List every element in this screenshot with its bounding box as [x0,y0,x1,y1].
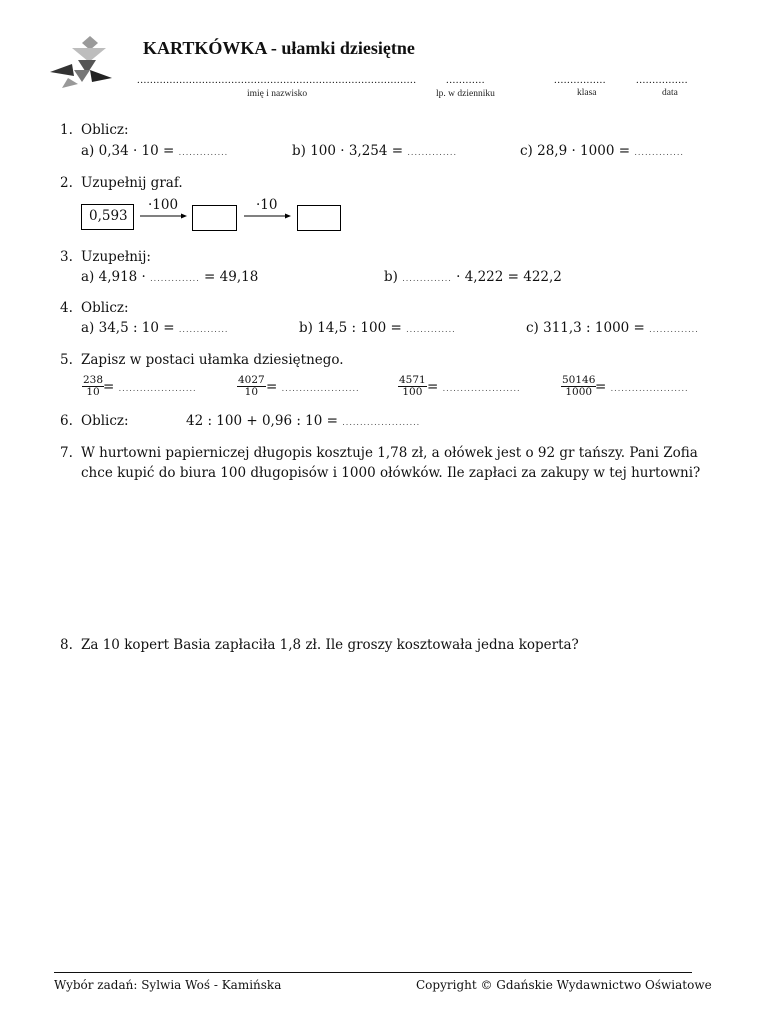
name-field[interactable]: ...................................................................................... [137,74,417,86]
task-6-prompt: Oblicz: [81,413,129,429]
footer-divider [54,972,692,973]
answer-blank[interactable]: .............. [649,325,699,334]
graph-answer-box-2[interactable] [297,205,341,231]
fraction: $\frac{4027}{10}$ [238,374,265,398]
task-4a: a) 34,5 : 10 = .............. [81,320,229,336]
task-8-number: 8. [60,637,73,653]
task-4b: b) 14,5 : 100 = .............. [299,320,456,336]
publisher-logo [48,34,118,90]
answer-blank[interactable]: .............. [406,325,456,334]
task-8-text: Za 10 kopert Basia zapłaciła 1,8 zł. Ile groszy kosztowała jedna koperta? [81,637,579,653]
fraction: $\frac{4571}{100}$ [399,374,426,398]
graph-operation-1: ·100 [148,197,179,213]
task-5-number: 5. [60,352,73,368]
class-field-label: klasa [577,88,597,98]
name-field-label: imię i nazwisko [247,89,308,99]
fraction: $\frac{50146}{1000}$ [562,374,596,398]
answer-blank[interactable]: ...................... [118,384,197,393]
fraction: $\frac{238}{10}$ [83,374,104,398]
answer-blank[interactable]: ...................... [610,384,689,393]
arrow-right-icon [140,212,188,220]
task-1a: a) 0,34 · 10 = .............. [81,143,229,159]
task-7-text-line-2: chce kupić do biura 100 długopisów i 1000 ołówków. Ile zapłaci za zakupy w tej hurtowni? [81,465,701,481]
class-number-field-label: lp. w dzienniku [436,89,495,99]
graph-answer-box-1[interactable] [192,205,237,231]
task-2-number: 2. [60,175,73,191]
answer-blank[interactable]: .............. [407,148,457,157]
answer-blank[interactable]: .............. [402,274,452,283]
task-1c: c) 28,9 · 1000 = .............. [520,143,684,159]
task-3-prompt: Uzupełnij: [81,249,151,265]
class-field[interactable]: ................ [554,74,606,86]
task-2-prompt: Uzupełnij graf. [81,175,183,191]
graph-operation-2: ·10 [256,197,278,213]
answer-blank[interactable]: ...................... [442,384,521,393]
task-4-prompt: Oblicz: [81,300,129,316]
task-7-number: 7. [60,445,73,461]
answer-blank[interactable]: .............. [178,148,229,157]
answer-blank[interactable]: .............. [150,274,200,283]
task-6-number: 6. [60,413,73,429]
date-field[interactable]: ................ [636,74,688,86]
page-title: KARTKÓWKA - ułamki dziesiętne [143,38,415,58]
task-3a: a) 4,918 · .............. = 49,18 [81,269,259,285]
task-4-number: 4. [60,300,73,316]
task-5-prompt: Zapisz w postaci ułamka dziesiętnego. [81,352,344,368]
task-3-number: 3. [60,249,73,265]
footer-author: Wybór zadań: Sylwia Woś - Kamińska [54,978,282,992]
answer-blank[interactable]: ...................... [342,418,421,427]
answer-blank[interactable]: .............. [634,148,684,157]
task-5a-answer: = ...................... [103,379,197,395]
answer-blank[interactable]: ...................... [281,384,360,393]
task-5b-answer: = ...................... [266,379,360,395]
date-field-label: data [662,88,678,98]
footer-copyright: Copyright © Gdańskie Wydawnictwo Oświatowe [416,978,712,992]
answer-blank[interactable]: .............. [178,325,229,334]
graph-start-value: 0,593 [89,208,128,224]
task-1-prompt: Oblicz: [81,122,129,138]
task-1b: b) 100 · 3,254 = .............. [292,143,457,159]
task-3b: b) .............. · 4,222 = 422,2 [384,269,562,285]
task-5d-answer: = ...................... [595,379,689,395]
task-5c-answer: = ...................... [427,379,521,395]
task-6-expression: 42 : 100 + 0,96 : 10 = ...................... [186,413,421,429]
task-7-answer-area[interactable] [81,490,691,620]
arrow-right-icon [244,212,292,220]
task-7-text-line-1: W hurtowni papierniczej długopis kosztuje 1,78 zł, a ołówek jest o 92 gr tańszy. Pani Zofia [81,445,698,461]
task-1-number: 1. [60,122,73,138]
task-4c: c) 311,3 : 1000 = .............. [526,320,699,336]
task-8-answer-area[interactable] [81,660,691,960]
class-number-field[interactable]: ............ [446,74,485,86]
